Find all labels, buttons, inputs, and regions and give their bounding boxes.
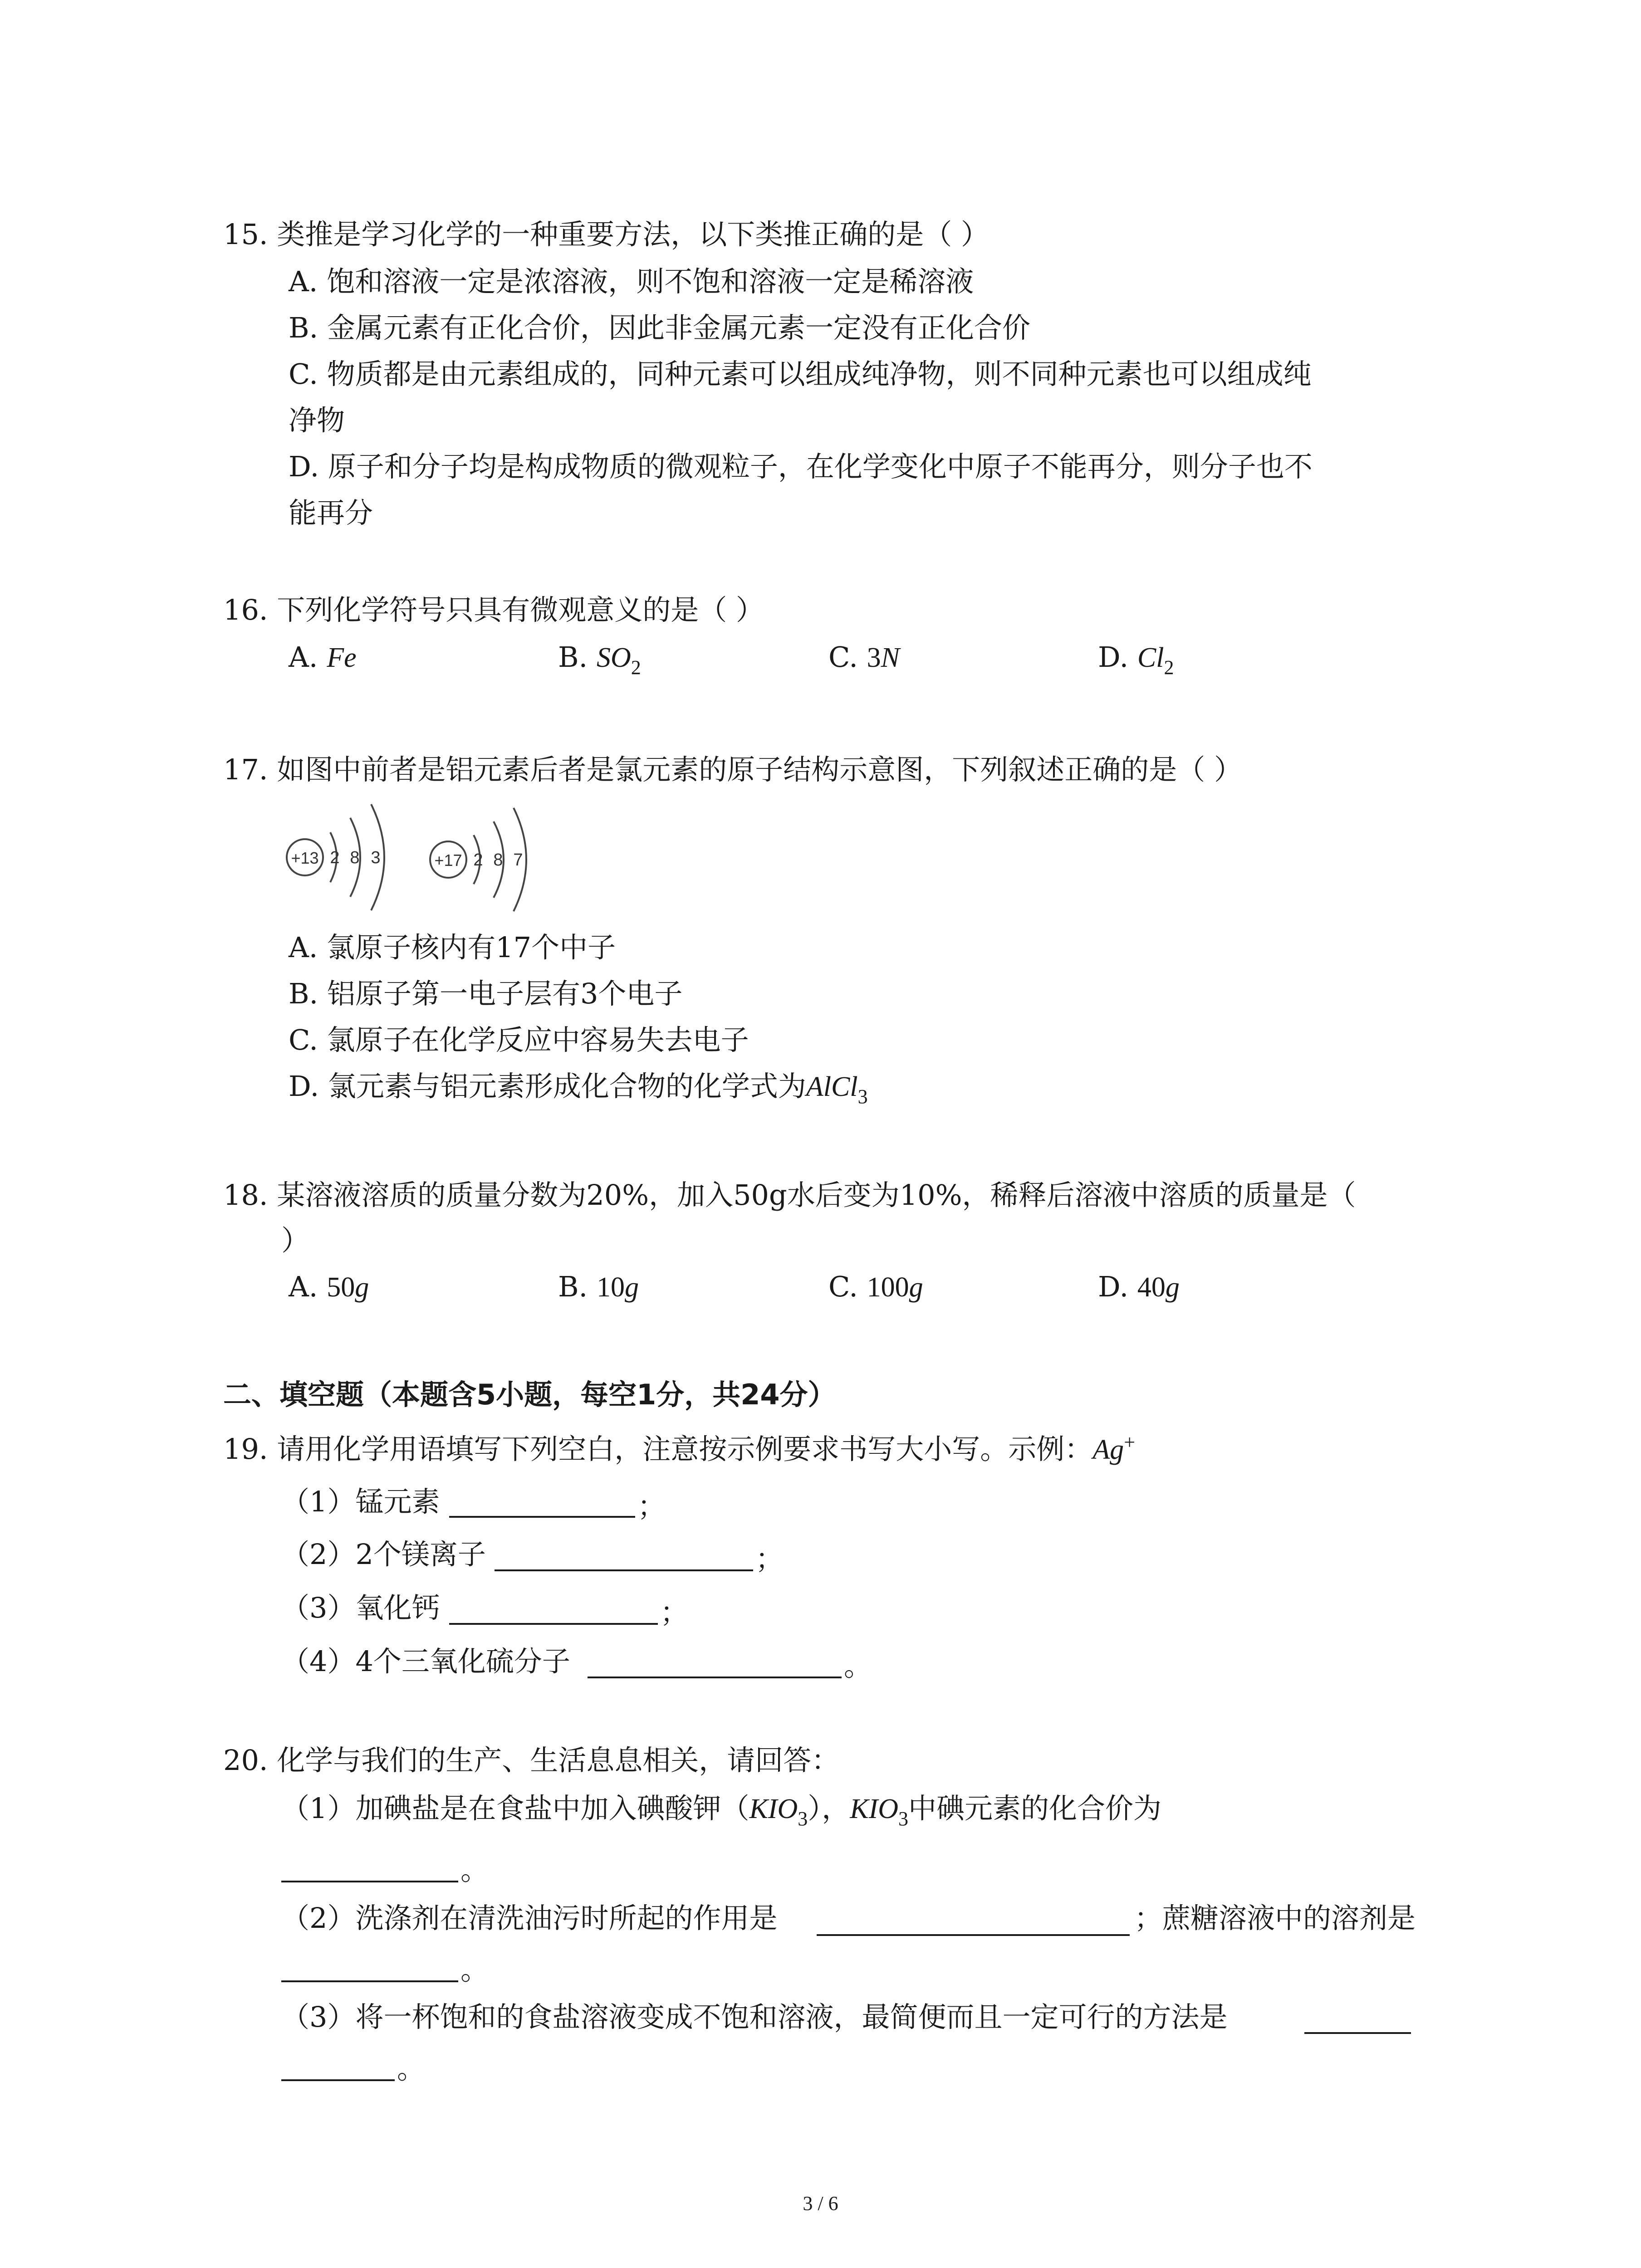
atomic-structure-diagram [277, 796, 531, 914]
q20-part-3-end: 。 [397, 2052, 426, 2085]
q16-option-a: A. Fe [289, 640, 357, 674]
al-electrons-shell-2: 8 [350, 848, 360, 867]
q17-option-d: D. 氯元素与铝元素形成化合物的化学式为AlCl$_3$ [289, 1070, 868, 1108]
cl-electrons-shell-3: 7 [513, 850, 523, 870]
q19-blank-4[interactable] [588, 1677, 842, 1678]
q17-option-c: C. 氯原子在化学反应中容易失去电子 [289, 1023, 749, 1056]
q18-option-d: D. 40g [1098, 1270, 1180, 1303]
q20-part-2-b: ；蔗糖溶液中的溶剂是 [1134, 1901, 1416, 1935]
q16-option-c: C. 3N [828, 640, 900, 674]
q20-blank-2[interactable] [817, 1934, 1130, 1936]
q18-option-b: B. 10g [558, 1270, 639, 1303]
al-electrons-shell-3: 3 [371, 848, 381, 867]
page-number: 3 / 6 [803, 2192, 838, 2214]
q19-part-2-end: ； [755, 1542, 784, 1575]
al-nucleus-charge: +13 [291, 849, 319, 867]
q19-blank-2[interactable] [495, 1569, 753, 1571]
q17-option-a: A. 氯原子核内有17个中子 [289, 931, 616, 964]
q20-stem: 20. 化学与我们的生产、生活息息相关，请回答： [223, 1744, 840, 1777]
q18-option-c: C. 100g [828, 1270, 923, 1303]
q18-option-a: A. 50g [289, 1270, 369, 1303]
q16-option-d: D. $Cl_2$ [1098, 640, 1174, 679]
q19-blank-1[interactable] [449, 1516, 635, 1518]
q19-part-1-end: ； [637, 1490, 666, 1523]
q19-part-4: （4）4个三氧化硫分子 [281, 1645, 570, 1678]
q19-part-3-end: ； [660, 1596, 689, 1629]
cl-nucleus-charge: +17 [434, 851, 462, 870]
q17-stem: 17. 如图中前者是铝元素后者是氯元素的原子结构示意图，下列叙述正确的是（ ） [223, 753, 1243, 786]
q20-blank-4a[interactable] [1304, 2032, 1411, 2034]
q20-blank-4b[interactable] [281, 2079, 395, 2081]
q15-stem: 15. 类推是学习化学的一种重要方法，以下类推正确的是（ ） [223, 218, 989, 251]
q15-option-b: B. 金属元素有正化合价，因此非金属元素一定没有正化合价 [289, 311, 1030, 344]
al-electrons-shell-1: 2 [330, 848, 340, 867]
q15-option-c-line2: 净物 [289, 404, 345, 437]
cl-electrons-shell-1: 2 [473, 850, 483, 870]
section-2-title: 二、填空题（本题含5小题，每空1分，共24分） [223, 1378, 836, 1411]
q16-option-b: B. $SO_2$ [558, 640, 641, 679]
q18-stem-close: ） [281, 1224, 310, 1257]
q15-option-d-line1: D. 原子和分子均是构成物质的微观粒子，在化学变化中原子不能再分，则分子也不 [289, 450, 1313, 483]
q15-option-d-line2: 能再分 [289, 496, 373, 529]
cl-electrons-shell-2: 8 [493, 850, 503, 870]
aluminium-atom-diagram [287, 804, 384, 910]
q20-blank-3[interactable] [281, 1980, 458, 1982]
q15-option-a: A. 饱和溶液一定是浓溶液，则不饱和溶液一定是稀溶液 [289, 265, 974, 298]
q19-part-3: （3）氧化钙 [281, 1591, 440, 1624]
q20-blank-1[interactable] [281, 1881, 458, 1882]
q19-part-1: （1）锰元素 [281, 1485, 440, 1518]
q20-part-1-end: 。 [460, 1853, 489, 1887]
q19-part-4-end: 。 [844, 1649, 872, 1682]
q17-option-b: B. 铝原子第一电子层有3个电子 [289, 977, 683, 1010]
q20-part-2-a: （2）洗涤剂在清洗油污时所起的作用是 [281, 1901, 778, 1935]
q16-stem: 16. 下列化学符号只具有微观意义的是（ ） [223, 593, 764, 626]
q19-stem: 19. 请用化学用语填写下列空白，注意按示例要求书写大小写。示例：Ag+ [223, 1431, 1136, 1466]
q18-stem: 18. 某溶液溶质的质量分数为20%，加入50g水后变为10%，稀释后溶液中溶质的质量是（ [223, 1178, 1356, 1212]
q20-part-2-end: 。 [460, 1953, 489, 1986]
chlorine-atom-diagram [430, 808, 526, 911]
q20-part-1: （1）加碘盐是在食盐中加入碘酸钾$(KIO_3)$，$KIO_3$中碘元素的化合价为 [281, 1792, 1162, 1830]
q20-part-3: （3）将一杯饱和的食盐溶液变成不饱和溶液，最简便而且一定可行的方法是 [281, 2000, 1228, 2033]
q15-option-c-line1: C. 物质都是由元素组成的，同种元素可以组成纯净物，则不同种元素也可以组成纯 [289, 357, 1312, 391]
q19-part-2: （2）2个镁离子 [281, 1538, 486, 1571]
q19-blank-3[interactable] [449, 1623, 658, 1625]
